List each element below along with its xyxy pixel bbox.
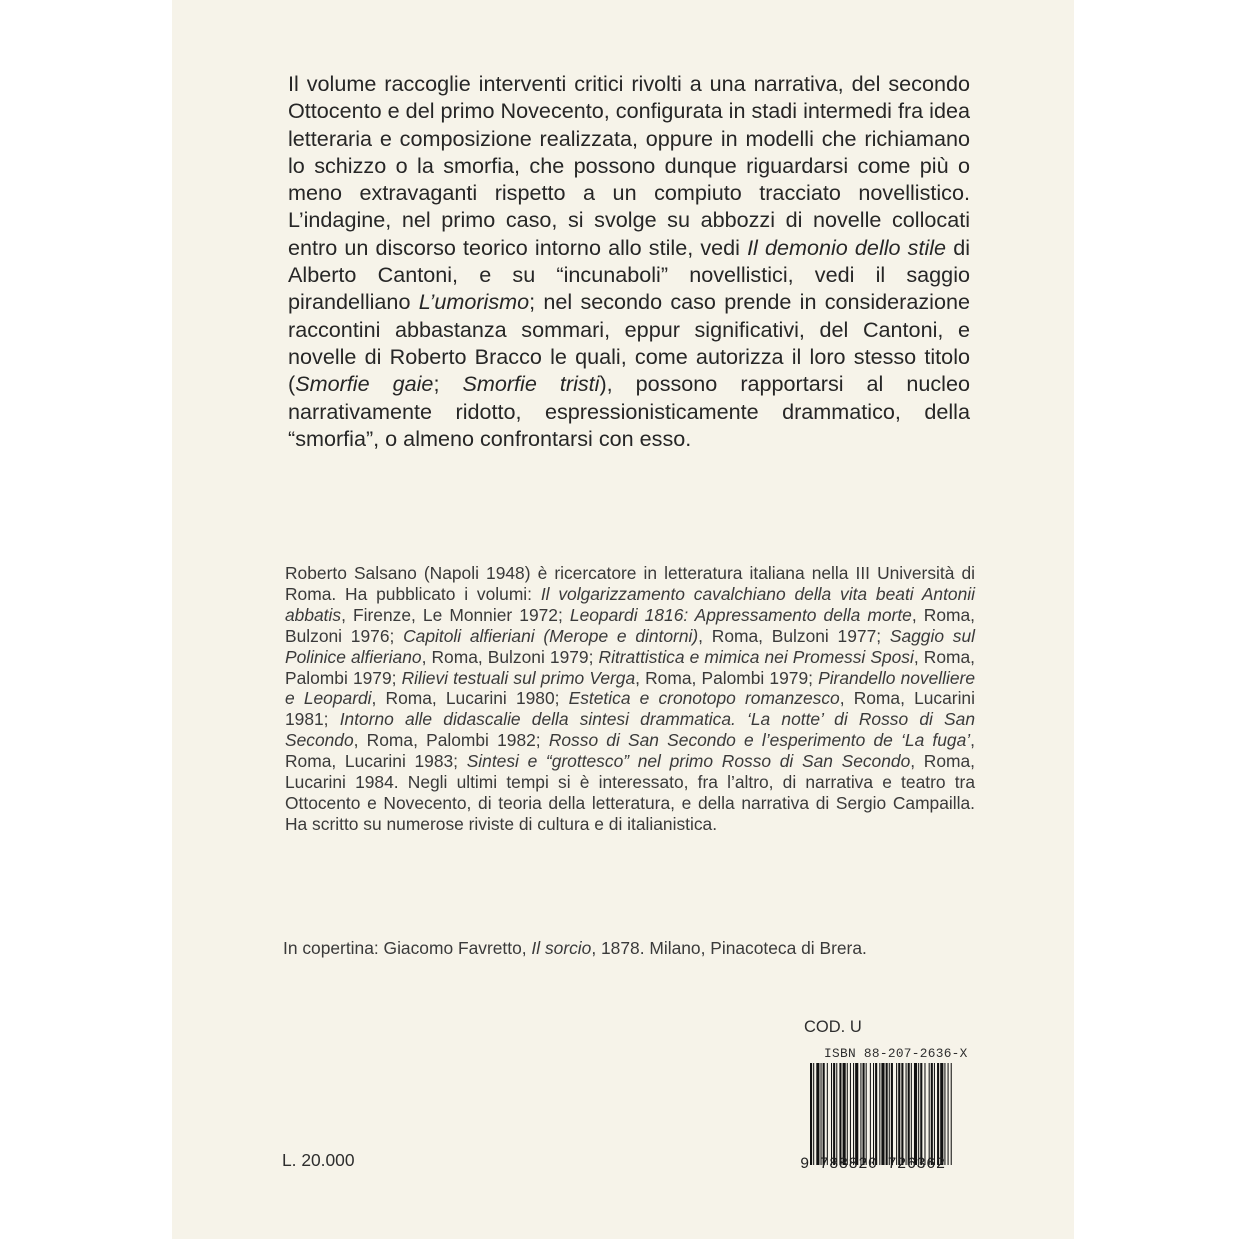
- italic-title: Sintesi e “grottesco” nel primo Rosso di San Secondo: [466, 751, 911, 772]
- text-run: , Roma, Lucarini 1981;: [285, 688, 975, 730]
- text-run: , Roma, Palombi 1979;: [635, 667, 819, 688]
- italic-title: Saggio sul Polinice alfieriano: [285, 625, 975, 667]
- italic-title: Il demonio dello stile: [747, 234, 947, 260]
- italic-title: Rosso di San Secondo e l’esperimento de ‘La fuga’: [548, 730, 971, 751]
- italic-title: Ritrattistica e mimica nei Promessi Sposi: [598, 646, 914, 667]
- text-run: ; nel secondo caso prende in considerazione raccontini abbastanza sommari, eppur significativi, del Cantoni, e novelle di Roberto Bracco le quali, come autorizza il loro stesso titolo (: [288, 289, 970, 397]
- text-run: di Alberto Cantoni, e su “incunaboli” novellistici, vedi il saggio pirandelliano: [288, 234, 971, 315]
- isbn-label: ISBN 88-207-2636-X: [824, 1046, 968, 1061]
- italic-title: Estetica e cronotopo romanzesco: [568, 688, 840, 709]
- text-run: , Roma, Palombi 1982;: [353, 730, 549, 751]
- barcode-image: [810, 1063, 952, 1165]
- italic-title: Pirandello novelliere e Leopardi: [285, 667, 976, 709]
- italic-title: Il volgarizzamento cavalchiano della vita beati Antonii abbatis: [285, 583, 976, 625]
- text-run: , Roma, Lucarini 1984. Negli ultimi tempi si è interessato, fra l’altro, di narrativa e teatro tra Ottocento e Novecento, di teoria della letteratura, e della narrativa di Sergio Campailla. Ha scritto su numerose riviste di cultura e di italianistica.: [285, 751, 975, 834]
- text-run: ), possono rapportarsi al nucleo narrativamente ridotto, espressionisticamente drammatico, della “smorfia”, o almeno confrontarsi con esso.: [288, 371, 971, 451]
- text-run: ;: [433, 371, 463, 397]
- blurb-paragraph: [288, 70, 970, 452]
- italic-title: Smorfie tristi: [462, 371, 600, 397]
- text-run: Il volume raccoglie interventi critici rivolti a una narrativa, del secondo Ottocento e del primo Novecento, configurata in stadi intermedi fra idea letteraria e composizione realizzata, oppure in modelli che richiamano lo schizzo o la smorfia, che possono dunque riguardarsi come più o meno extravaganti rispetto a un compiuto tracciato novellistico. L’indagine, nel primo caso, si svolge su abbozzi di novelle collocati entro un discorso teorico intorno allo stile, vedi: [288, 71, 970, 260]
- text-run: , Roma, Palombi 1979;: [285, 646, 975, 688]
- italic-title: Il sorcio: [531, 938, 592, 958]
- cod-label: COD. U: [804, 1018, 862, 1036]
- cover-credit: [283, 938, 983, 959]
- italic-title: Capitoli alfieriani (Merope e dintorni): [403, 625, 699, 646]
- italic-title: Intorno alle didascalie della sintesi drammatica. ‘La notte’ di Rosso di San Secondo: [285, 709, 975, 751]
- text-run: , Roma, Bulzoni 1976;: [285, 604, 975, 646]
- text-run: In copertina: Giacomo Favretto,: [283, 938, 532, 958]
- text-run: , Roma, Bulzoni 1977;: [698, 625, 890, 646]
- text-run: , 1878. Milano, Pinacoteca di Brera.: [591, 938, 867, 958]
- price-label: L. 20.000: [282, 1150, 355, 1170]
- italic-title: Rilievi testuali sul primo Verga: [401, 667, 636, 688]
- text-run: , Firenze, Le Monnier 1972;: [341, 604, 570, 625]
- text-run: , Roma, Lucarini 1980;: [371, 688, 569, 709]
- italic-title: Leopardi 1816: Appressamento della morte: [569, 604, 912, 625]
- ean-number: 9 788820 726362: [800, 1155, 946, 1173]
- text-run: , Roma, Lucarini 1983;: [285, 730, 975, 772]
- text-run: , Roma, Bulzoni 1979;: [421, 646, 599, 667]
- italic-title: L’umorismo: [418, 289, 530, 315]
- author-bio-paragraph: [285, 563, 975, 835]
- italic-title: Smorfie gaie: [295, 371, 434, 397]
- text-run: Roberto Salsano (Napoli 1948) è ricercatore in letteratura italiana nella III Università di Roma. Ha pubblicato i volumi:: [285, 563, 975, 604]
